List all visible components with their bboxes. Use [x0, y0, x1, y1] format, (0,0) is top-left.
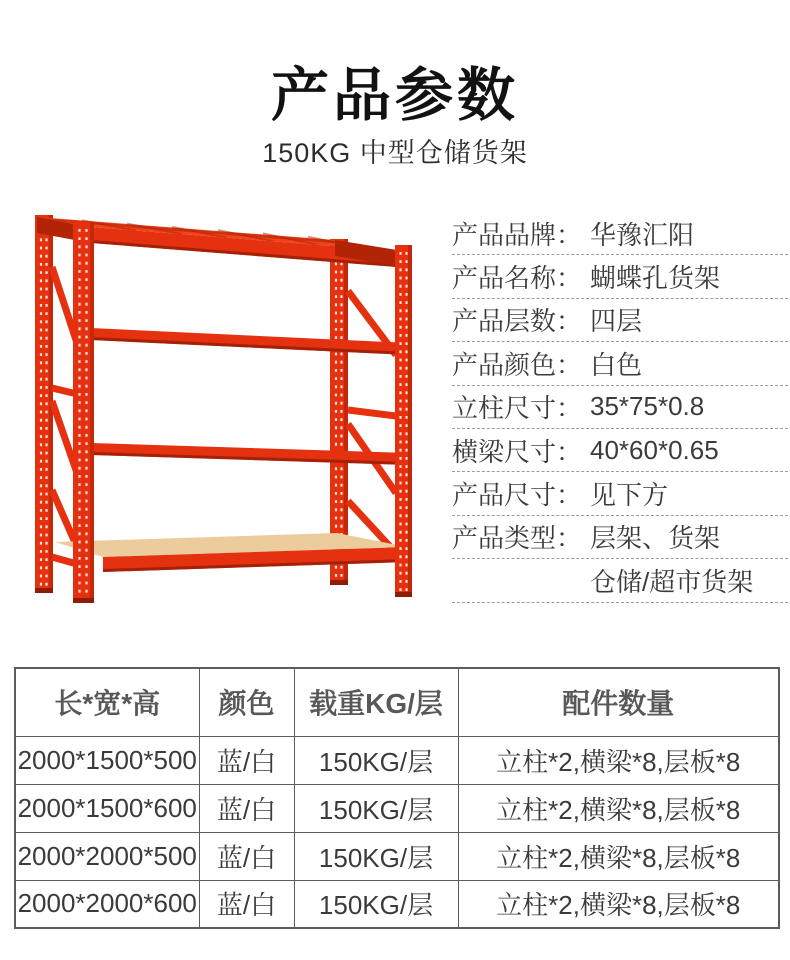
- cell-size: 2000*2000*500: [15, 832, 199, 880]
- spec-row-tiers: [452, 299, 788, 342]
- cell-color: 蓝/白: [199, 736, 294, 784]
- cell-parts: 立柱*2,横梁*8,层板*8: [458, 784, 779, 832]
- spec-value: 蝴蝶孔货架: [590, 263, 721, 294]
- spec-row-post-size: [452, 386, 788, 429]
- spec-label: 产品层数：: [452, 306, 583, 337]
- table-row: [15, 832, 779, 880]
- spec-row-beam-size: [452, 429, 788, 472]
- spec-value: 四层: [590, 306, 643, 337]
- header-color: 颜色: [199, 668, 294, 736]
- spec-value: 仓储/超市货架: [590, 566, 754, 597]
- page-title: 产品参数: [270, 63, 519, 128]
- cell-size: 2000*1500*600: [15, 784, 199, 832]
- cell-parts: 立柱*2,横梁*8,层板*8: [458, 736, 779, 784]
- spec-row-brand: [452, 212, 788, 255]
- cell-load: 150KG/层: [294, 880, 458, 928]
- page-subtitle: 150KG 中型仓储货架: [262, 138, 528, 168]
- cell-load: 150KG/层: [294, 784, 458, 832]
- cell-parts: 立柱*2,横梁*8,层板*8: [458, 880, 779, 928]
- spec-row-type: [452, 516, 788, 559]
- spec-row-product-size: [452, 472, 788, 515]
- spec-row-type-cont: [452, 559, 788, 602]
- cell-color: 蓝/白: [199, 784, 294, 832]
- spec-label: 产品名称：: [452, 263, 583, 294]
- header-load: 载重KG/层: [294, 668, 458, 736]
- spec-label: 产品品牌：: [452, 219, 583, 250]
- spec-list: [452, 212, 788, 603]
- spec-label: 产品尺寸：: [452, 480, 583, 511]
- spec-value: 层架、货架: [590, 523, 721, 554]
- table-row: [15, 736, 779, 784]
- spec-label: 横梁尺寸：: [452, 436, 583, 467]
- cell-parts: 立柱*2,横梁*8,层板*8: [458, 832, 779, 880]
- spec-label: 产品颜色：: [452, 349, 583, 380]
- size-table: [14, 667, 780, 929]
- product-photo-rack: [15, 195, 445, 625]
- cell-color: 蓝/白: [199, 880, 294, 928]
- spec-value: 华豫汇阳: [590, 219, 695, 250]
- rack-bottom-shelf: [55, 533, 407, 572]
- header-parts: 配件数量: [458, 668, 779, 736]
- spec-value: 见下方: [590, 480, 669, 511]
- spec-value: 40*60*0.65: [590, 434, 719, 465]
- spec-row-color: [452, 342, 788, 385]
- spec-value: 35*75*0.8: [590, 391, 705, 422]
- cell-size: 2000*1500*500: [15, 736, 199, 784]
- table-header-row: [15, 668, 779, 736]
- rack-illustration: [15, 195, 445, 625]
- spec-label: 立柱尺寸：: [452, 393, 583, 424]
- cell-color: 蓝/白: [199, 832, 294, 880]
- spec-label: 产品类型：: [452, 523, 583, 554]
- table-row: [15, 784, 779, 832]
- spec-row-name: [452, 255, 788, 298]
- cell-load: 150KG/层: [294, 832, 458, 880]
- table-row: [15, 880, 779, 928]
- spec-value: 白色: [590, 349, 643, 380]
- header-size: 长*宽*高: [15, 668, 199, 736]
- cell-load: 150KG/层: [294, 736, 458, 784]
- cell-size: 2000*2000*600: [15, 880, 199, 928]
